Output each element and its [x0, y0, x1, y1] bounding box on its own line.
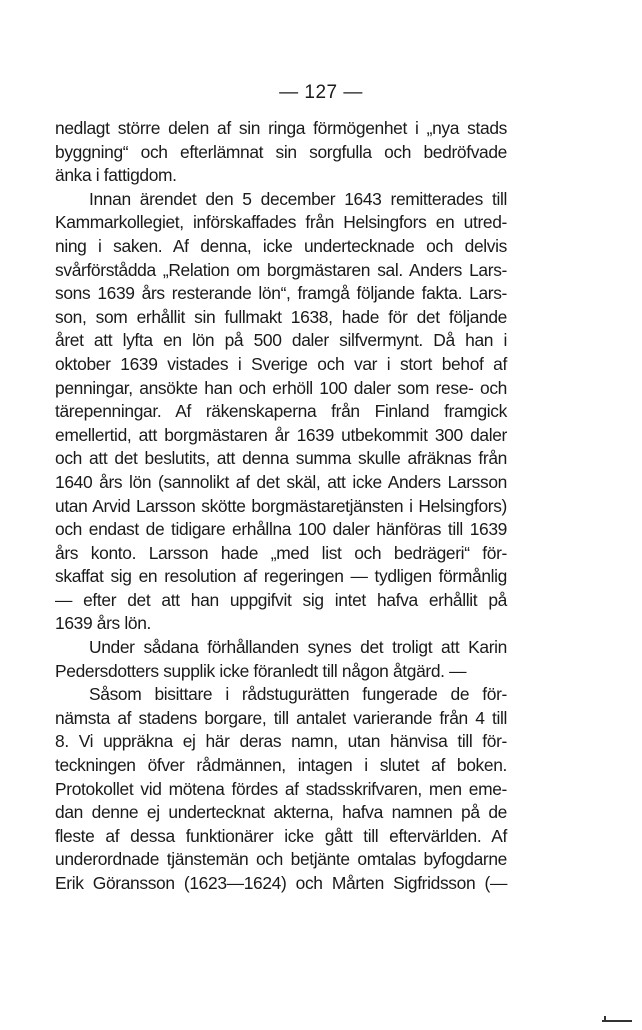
text-line: Pedersdotters supplik icke föranledt till någon åtgärd. — — [55, 660, 467, 681]
text-line: 1640 års lön (sannolikt af det skäl, att icke Anders Larsson — [55, 471, 507, 492]
text-line: Protokollet vid mötena fördes af stadsskrifvaren, men eme- — [55, 778, 507, 799]
text-line: ning i saken. Af denna, icke undertecknade och delvis — [55, 235, 507, 256]
text-line: skaffat sig en resolution af regeringen — tydligen förmånlig — [55, 566, 507, 587]
text-line: året att lyfta en lön på 500 daler silfvermynt. Då han i — [55, 330, 507, 351]
text-line: sons 1639 års resterande lön“, framgå följande fakta. Lars- — [55, 283, 507, 304]
text-line: års konto. Larsson hade „med list och bedrägeri“ för- — [55, 542, 507, 563]
text-line: Under sådana förhållanden synes det troligt att Karin — [89, 637, 507, 658]
text-line: tärepenningar. Af räkenskaperna från Finland framgick — [55, 401, 507, 422]
text-line: emellertid, att borgmästaren år 1639 utbekommit 300 daler — [55, 424, 507, 445]
text-line: nämsta af stadens borgare, till antalet varierande från 4 till — [55, 707, 507, 728]
text-line: fleste af dessa funktionärer icke gått till eftervärlden. Af — [55, 825, 507, 846]
text-line: penningar, ansökte han och erhöll 100 daler som rese- och — [55, 377, 507, 398]
body-text — [55, 117, 507, 896]
text-line: svårförstådda „Relation om borgmästaren sal. Anders Lars- — [55, 259, 507, 280]
text-line: Kammarkollegiet, införskaffades från Helsingfors en utred- — [55, 212, 507, 233]
text-line: oktober 1639 vistades i Sverige och var i stort behof af — [55, 353, 507, 374]
text-line: dan denne ej undertecknat akterna, hafva namnen på de — [55, 802, 507, 823]
page-number: — 127 — — [279, 82, 363, 103]
corner-mark — [602, 1020, 632, 1022]
text-line: son, som erhållit sin fullmakt 1638, hade för det följande — [55, 306, 507, 327]
text-line: 1639 års lön. — [55, 613, 151, 634]
text-line: Innan ärendet den 5 december 1643 remitterades till — [89, 188, 507, 209]
text-line: utan Arvid Larsson skötte borgmästaretjänsten i Helsingfors) — [55, 495, 507, 516]
text-line: underordnade tjänstemän och betjänte omtalas byfogdarne — [55, 849, 507, 870]
text-line: nedlagt större delen af sin ringa förmögenhet i „nya stads — [55, 118, 507, 138]
text-line: Såsom bisittare i rådstugurätten fungerade de för- — [89, 684, 507, 705]
text-line: byggning“ och efterlämnat sin sorgfulla och bedröfvade — [55, 141, 507, 162]
text-line: och att det beslutits, att denna summa skulle afräknas från — [55, 448, 507, 469]
text-line: Erik Göransson (1623—1624) och Mårten Sigfridsson (— — [55, 873, 507, 893]
text-line: och endast de tidigare erhållna 100 daler hänföras till 1639 — [55, 519, 507, 540]
text-line: teckningen öfver rådmännen, intagen i slutet af boken. — [55, 755, 507, 776]
text-line: — efter det att han uppgifvit sig intet hafva erhållit på — [55, 589, 507, 610]
text-line: 8. Vi uppräkna ej här deras namn, utan hänvisa till för- — [55, 731, 507, 752]
text-line: änka i fattigdom. — [55, 165, 177, 186]
